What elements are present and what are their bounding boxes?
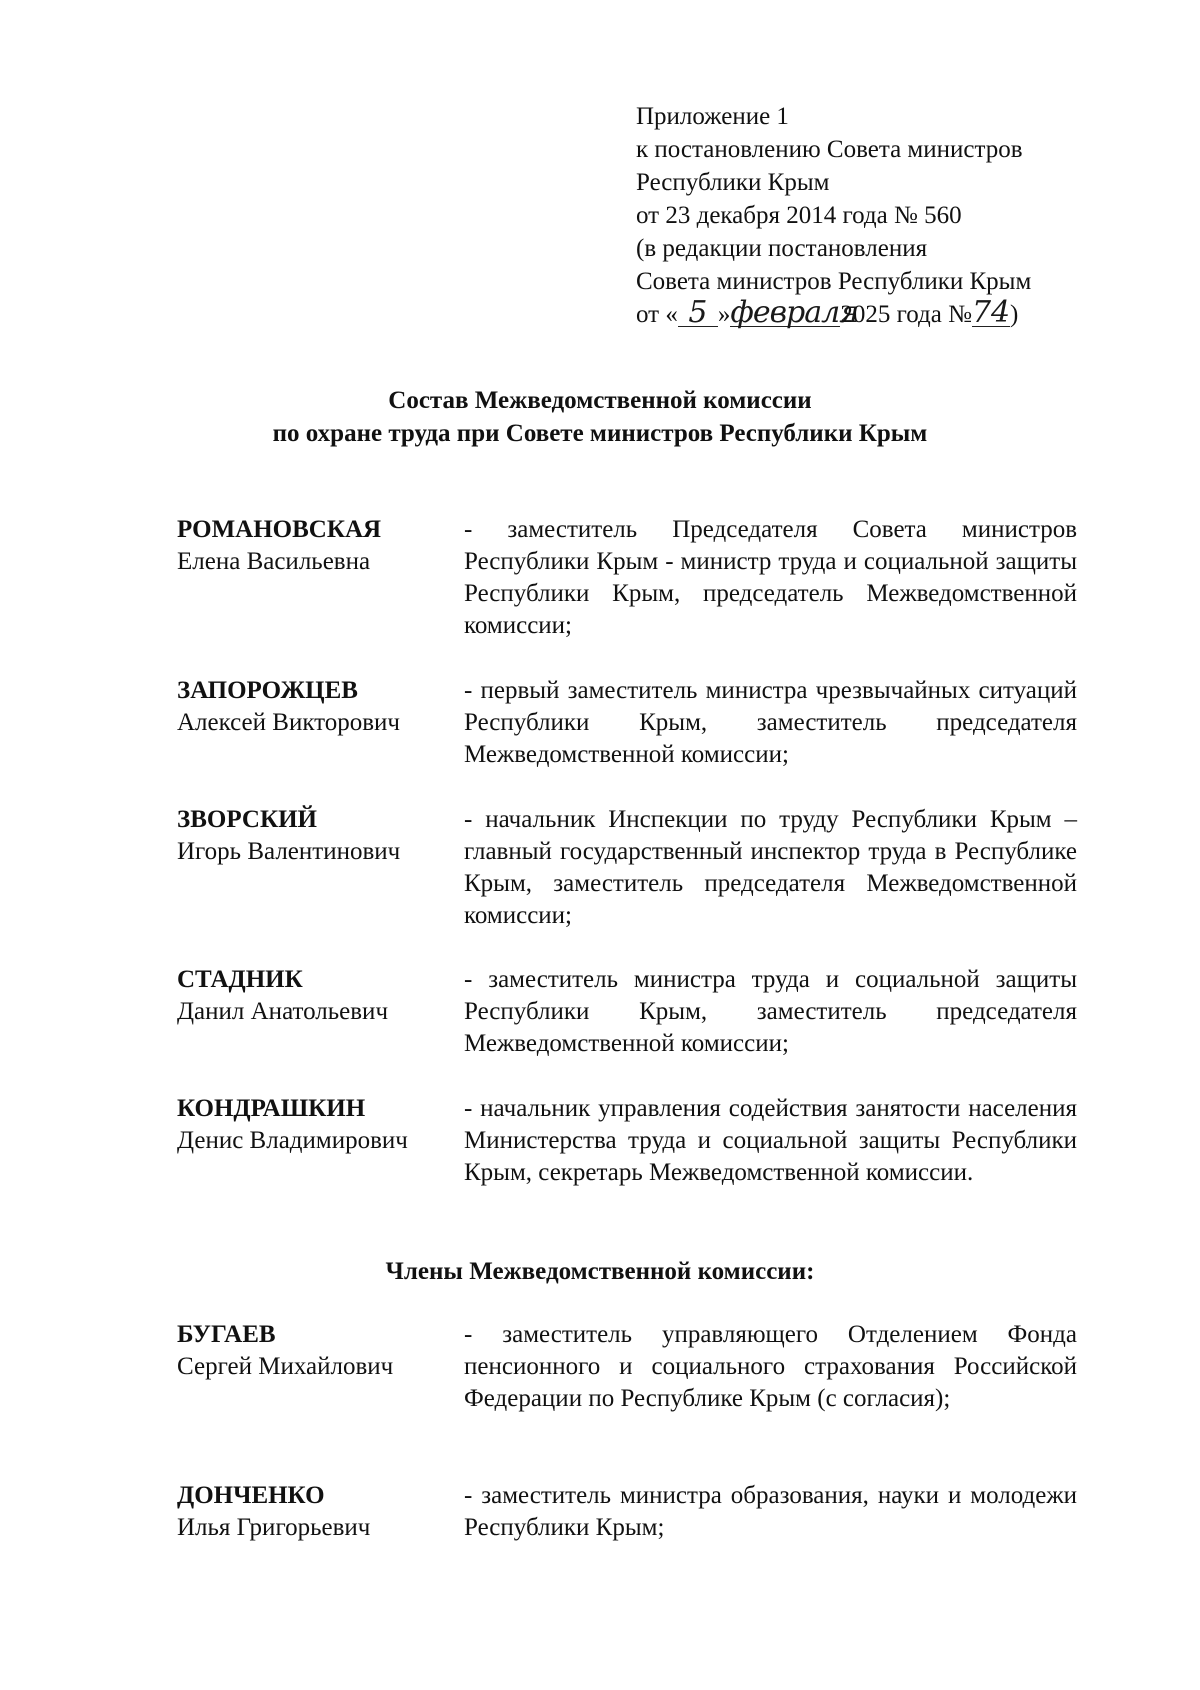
member-role: - заместитель управляющего Отделением Фонда пенсионного и социального страхования Российской Федерации по Республике Крым (с согласия);: [464, 1321, 1077, 1412]
handwritten-day: 5: [678, 300, 718, 327]
member-surname: СТАДНИК: [177, 966, 303, 993]
appendix-block: [636, 100, 1116, 331]
appendix-line-5: (в редакции постановления: [636, 235, 928, 262]
member-given-name: Илья Григорьевич: [177, 1514, 371, 1541]
date-suffix: ): [1009, 301, 1019, 328]
member-role: - заместитель Председателя Совета министров Республики Крым - министр труда и социальной защиты Республики Крым, председатель Межведомственной комиссии;: [464, 516, 1077, 639]
appendix-line-2: к постановлению Совета министров: [636, 136, 1023, 163]
member-role: - заместитель министра труда и социальной защиты Республики Крым, заместитель председателя Межведомственной комиссии;: [464, 966, 1077, 1057]
appendix-line-3: Республики Крым: [636, 169, 830, 196]
member-surname: ЗВОРСКИЙ: [177, 806, 317, 833]
members-heading: Члены Межведомственной комиссии:: [385, 1258, 815, 1285]
member-given-name: Денис Владимирович: [177, 1127, 408, 1154]
appendix-line-4: от 23 декабря 2014 года № 560: [636, 202, 962, 229]
member-role: - начальник Инспекции по труду Республики Крым – главный государственный инспектор труда в Республике Крым, заместитель председателя Межведомственной комиссии;: [464, 806, 1077, 929]
member-given-name: Данил Анатольевич: [177, 998, 389, 1025]
member-surname: БУГАЕВ: [177, 1321, 276, 1348]
member-surname: РОМАНОВСКАЯ: [177, 516, 382, 543]
member-given-name: Алексей Викторович: [177, 709, 400, 736]
title-line-2: по охране труда при Совете министров Республики Крым: [272, 420, 928, 447]
member-surname: ЗАПОРОЖЦЕВ: [177, 677, 358, 704]
appendix-line-1: Приложение 1: [636, 103, 789, 130]
member-given-name: Игорь Валентинович: [177, 838, 401, 865]
member-surname: КОНДРАШКИН: [177, 1095, 366, 1122]
member-given-name: Сергей Михайлович: [177, 1353, 394, 1380]
title-line-1: Состав Межведомственной комиссии: [388, 387, 812, 414]
member-role: - начальник управления содействия занятости населения Министерства труда и социальной защиты Республики Крым, секретарь Межведомственной комиссии.: [464, 1095, 1077, 1186]
appendix-line-7: [636, 295, 1116, 331]
member-role: - заместитель министра образования, науки и молодежи Республики Крым;: [464, 1482, 1077, 1541]
date-prefix: от «: [636, 301, 678, 328]
member-given-name: Елена Васильевна: [177, 548, 371, 575]
handwritten-month: февраля: [730, 295, 859, 330]
handwritten-number: 74: [971, 295, 1011, 330]
document-title: [0, 384, 1200, 450]
date-year: 2025 года №: [840, 301, 972, 328]
member-surname: ДОНЧЕНКО: [177, 1482, 325, 1509]
date-quote-close: »: [717, 301, 731, 328]
appendix-line-6: Совета министров Республики Крым: [636, 268, 1032, 295]
member-role: - первый заместитель министра чрезвычайных ситуаций Республики Крым, заместитель председателя Межведомственной комиссии;: [464, 677, 1077, 768]
